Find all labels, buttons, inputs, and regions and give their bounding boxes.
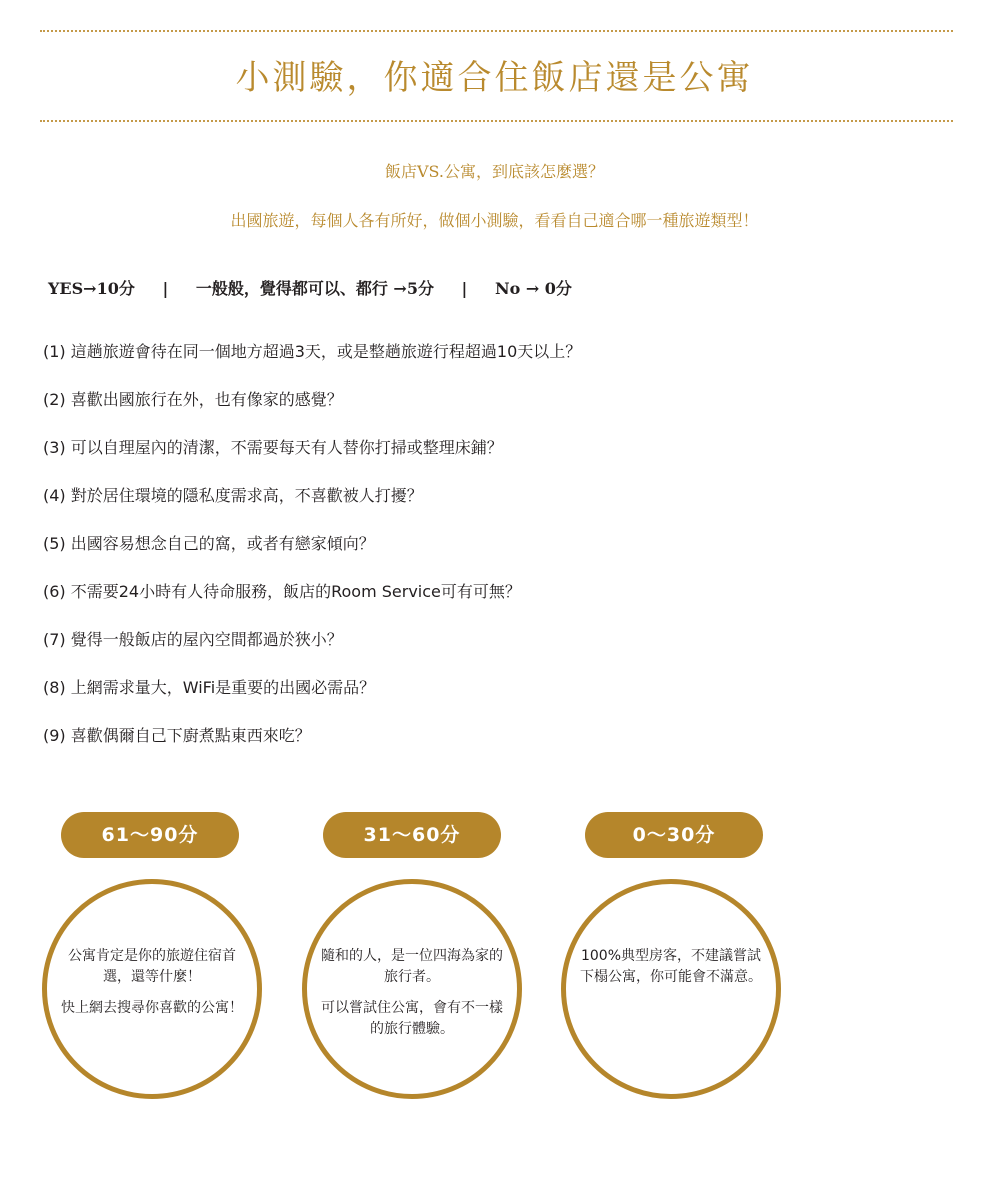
- subtitle-question: 飯店VS.公寓，到底該怎麼選？: [384, 162, 605, 181]
- scoring-yes: YES→10分: [48, 279, 135, 298]
- question-item: (6) 不需要24小時有人待命服務，飯店的Room Service可有可無？: [43, 582, 521, 601]
- scoring-separator: |: [162, 279, 169, 298]
- result-description: [61, 946, 243, 1029]
- result-range-badge: 31～60分: [323, 812, 501, 858]
- question-item: (8) 上網需求量大，WiFi是重要的出國必需品？: [43, 678, 376, 697]
- page-title: 小測驗，你適合住飯店還是公寓: [235, 58, 754, 98]
- question-item: (7) 覺得一般飯店的屋內空間都過於狹小？: [43, 630, 343, 649]
- result-range-badge: 61～90分: [61, 812, 239, 858]
- subtitle-intro: 出國旅遊，每個人各有所好，做個小測驗，看看自己適合哪一種旅遊類型！: [230, 211, 759, 230]
- question-item: (5) 出國容易想念自己的窩，或者有戀家傾向？: [43, 534, 375, 553]
- result-circle: [42, 879, 262, 1099]
- result-range-badge: 0～30分: [585, 812, 763, 858]
- scoring-separator: |: [461, 279, 468, 298]
- result-text: 隨和的人，是一位四海為家的旅行者。: [321, 948, 503, 985]
- result-circle: [302, 879, 522, 1099]
- question-item: (3) 可以自理屋內的清潔，不需要每天有人替你打掃或整理床鋪？: [43, 438, 503, 457]
- question-item: (1) 這趟旅遊會待在同一個地方超過3天，或是整趟旅遊行程超過10天以上？: [43, 342, 582, 361]
- question-item: (2) 喜歡出國旅行在外，也有像家的感覺？: [43, 390, 343, 409]
- result-circle: [561, 879, 781, 1099]
- scoring-rules: [48, 276, 572, 299]
- scoring-no: No → 0分: [494, 279, 572, 298]
- result-text: 快上網去搜尋你喜歡的公寓！: [61, 1000, 243, 1016]
- result-text: 可以嘗試住公寓，會有不一樣的旅行體驗。: [321, 1000, 503, 1037]
- top-divider: [40, 30, 953, 32]
- question-item: (9) 喜歡偶爾自己下廚煮點東西來吃？: [43, 726, 311, 745]
- result-text: 100%典型房客，不建議嘗試下榻公寓，你可能會不滿意。: [580, 948, 762, 985]
- result-description: [580, 946, 762, 998]
- scoring-middle: 一般般，覺得都可以、都行 →5分: [195, 279, 434, 298]
- bottom-divider: [40, 120, 953, 122]
- result-text: 公寓肯定是你的旅遊住宿首選，還等什麼！: [68, 948, 236, 985]
- question-item: (4) 對於居住環境的隱私度需求高，不喜歡被人打擾？: [43, 486, 423, 505]
- result-description: [321, 946, 503, 1050]
